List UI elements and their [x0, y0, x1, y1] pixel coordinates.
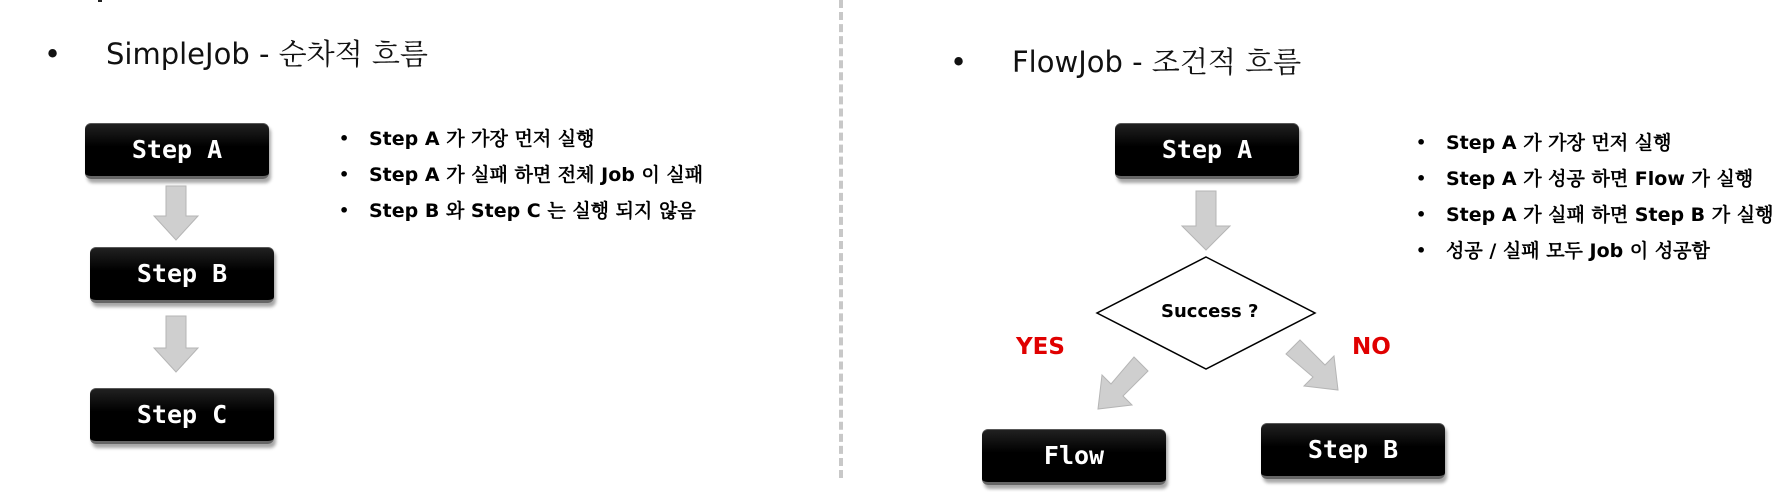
flowjob-note: • 성공 / 실패 모두 Job 이 성공함 [1416, 233, 1773, 269]
simplejob-title-text: SimpleJob - 순차적 흐름 [106, 37, 428, 71]
flowjob-note: • Step A 가 실패 하면 Step B 가 실행 [1416, 197, 1773, 233]
simplejob-note: • Step B 와 Step C 는 실행 되지 않음 [339, 193, 703, 229]
flowjob-note: • Step A 가 가장 먼저 실행 [1416, 125, 1773, 161]
arrow-yes [1098, 357, 1148, 409]
flowjob-title [950, 44, 1301, 80]
simple-step-b: Step B [90, 247, 274, 303]
decision-label: Success ? [1161, 301, 1259, 322]
flowjob-notes [1416, 125, 1773, 269]
simplejob-title [44, 36, 428, 72]
flow-step-a: Step A [1115, 123, 1299, 179]
title-bullet: • [950, 45, 968, 79]
simplejob-note: • Step A 가 실패 하면 전체 Job 이 실패 [339, 157, 703, 193]
arrow-no [1286, 340, 1338, 390]
arrow-down-a-to-decision [1182, 191, 1230, 250]
flowjob-title-text: FlowJob - 조건적 흐름 [1012, 45, 1302, 79]
yes-label: YES [1016, 334, 1065, 360]
simple-step-a: Step A [85, 123, 269, 179]
arrow-down-b-to-c [154, 316, 198, 372]
no-label: NO [1352, 334, 1391, 360]
simplejob-notes [339, 121, 703, 229]
simple-step-c: Step C [90, 388, 274, 444]
simplejob-note: • Step A 가 가장 먼저 실행 [339, 121, 703, 157]
title-bullet: • [44, 37, 62, 71]
flowjob-note: • Step A 가 성공 하면 Flow 가 실행 [1416, 161, 1773, 197]
flow-box: Flow [982, 429, 1166, 485]
flow-step-b: Step B [1261, 423, 1445, 479]
arrow-down-a-to-b [154, 186, 198, 240]
